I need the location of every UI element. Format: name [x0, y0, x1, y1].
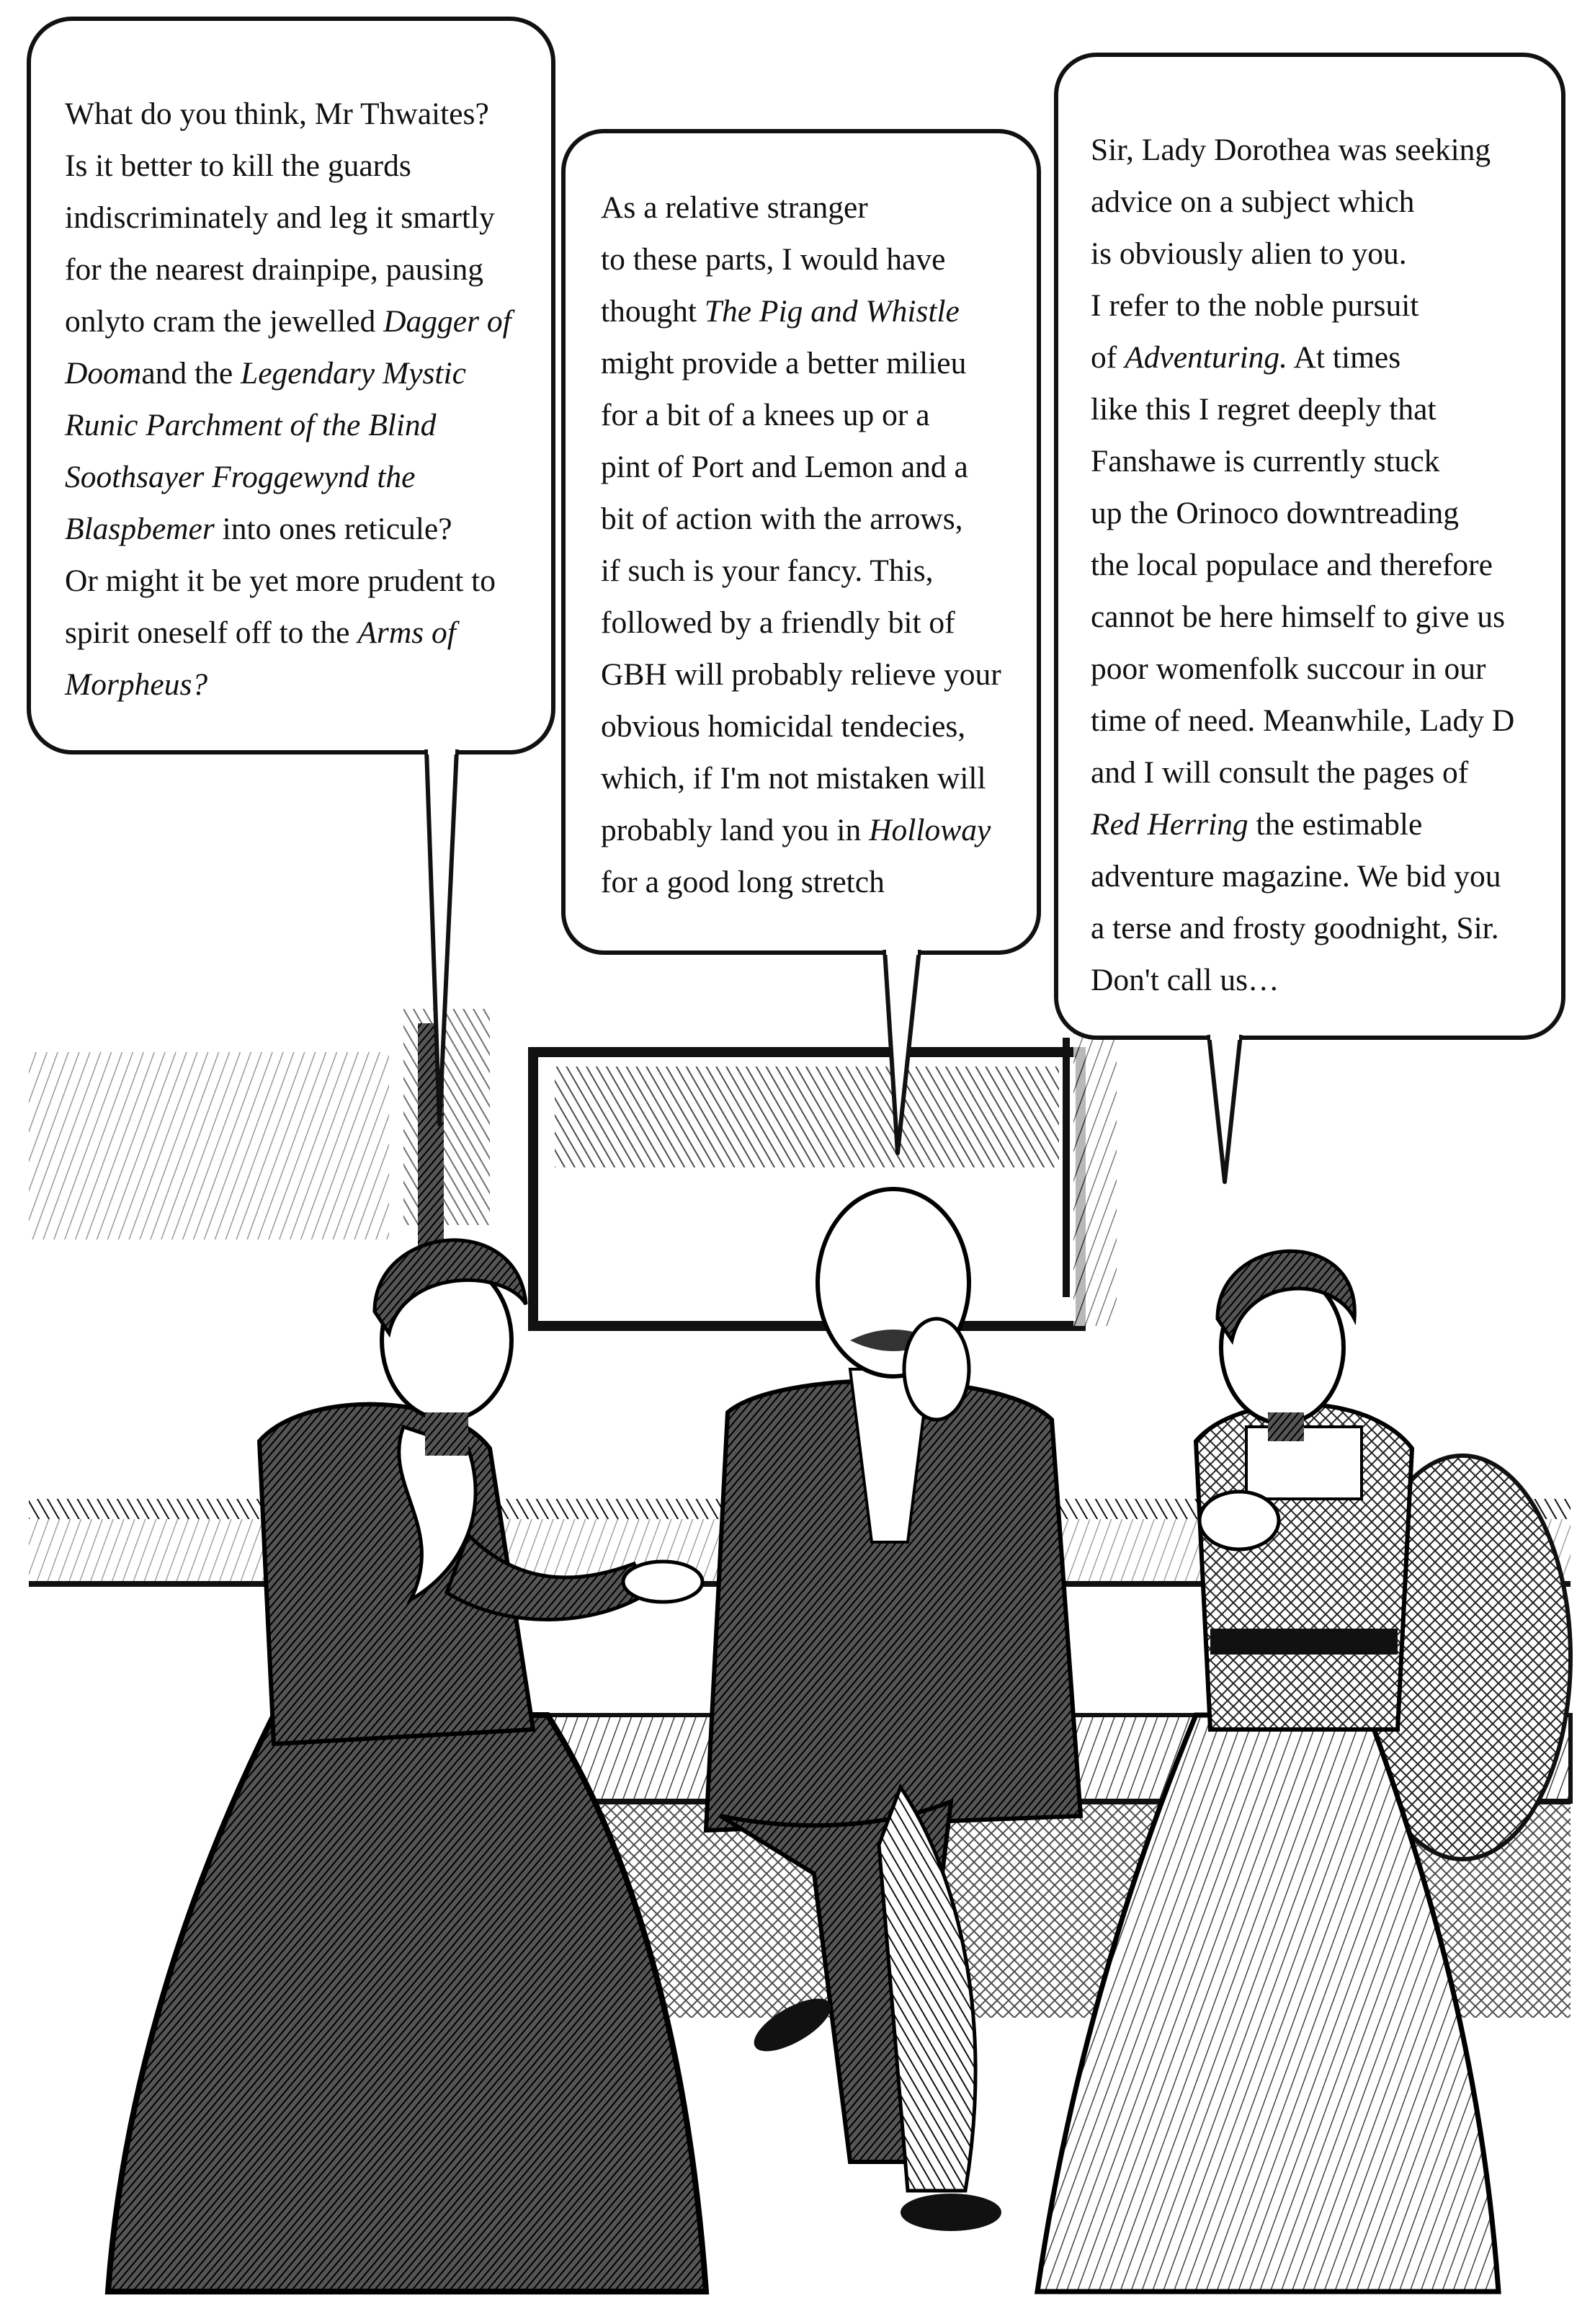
- bubble-text-segment: thought: [601, 294, 705, 329]
- bubble-line: [601, 752, 1001, 804]
- bubble-line: [1091, 902, 1514, 954]
- bubble-text-segment: of: [1091, 340, 1125, 375]
- bubble-text-segment: if such is your fancy. This,: [601, 553, 934, 588]
- bubble-line: [65, 607, 511, 659]
- bubble-line: [601, 285, 1001, 337]
- bubble-line: [601, 337, 1001, 389]
- speech-bubble-center-text: [601, 182, 1001, 908]
- bubble-text-segment: Adventuring.: [1125, 340, 1288, 375]
- bubble-line: [601, 545, 1001, 597]
- bubble-text-segment: At times: [1287, 340, 1401, 375]
- bubble-text-segment: indiscriminately and leg it smartly: [65, 200, 495, 235]
- bubble-line: [1091, 280, 1514, 331]
- bubble-line: [65, 659, 511, 711]
- bubble-text-segment: advice on a subject which: [1091, 184, 1415, 219]
- bubble-text-segment: might provide a better milieu: [601, 346, 967, 380]
- bubble-line: [65, 140, 511, 192]
- bubble-text-segment: and I will consult the pages of: [1091, 755, 1469, 790]
- bubble-line: [1091, 850, 1514, 902]
- bubble-line: [1091, 124, 1514, 176]
- bubble-text-segment: Fanshawe is currently stuck: [1091, 444, 1440, 478]
- bubble-text-segment: and the: [141, 356, 241, 391]
- bubble-text-segment: which, if I'm not mistaken will: [601, 761, 986, 796]
- bubble-line: [1091, 954, 1514, 1006]
- bubble-line: [1091, 591, 1514, 643]
- bubble-line: [65, 399, 511, 451]
- bubble-text-segment: bit of action with the arrows,: [601, 502, 963, 536]
- bubble-line: [601, 233, 1001, 285]
- bubble-text-segment: obvious homicidal tendecies,: [601, 709, 966, 744]
- bubble-line: [65, 347, 511, 399]
- bubble-line: [601, 804, 1001, 856]
- bubble-text-segment: a terse and frosty goodnight, Sir.: [1091, 911, 1499, 945]
- bubble-text-segment: Holloway: [869, 813, 991, 847]
- bubble-line: [1091, 228, 1514, 280]
- bubble-line: [1091, 435, 1514, 487]
- bubble-line: [1091, 643, 1514, 695]
- bubble-text-segment: Sir, Lady Dorothea was seeking: [1091, 133, 1491, 167]
- bubble-text-segment: Is it better to kill the guards: [65, 148, 411, 183]
- bubble-text-segment: for a bit of a knees up or a: [601, 398, 930, 432]
- bubble-line: [1091, 747, 1514, 798]
- bubble-text-segment: Soothsayer Froggewynd the: [65, 460, 416, 494]
- bubble-line: [1091, 383, 1514, 435]
- bubble-line: [1091, 695, 1514, 747]
- bubble-line: [601, 493, 1001, 545]
- bubble-text-segment: time of need. Meanwhile, Lady D: [1091, 703, 1515, 738]
- bubble-text-segment: poor womenfolk succour in our: [1091, 651, 1486, 686]
- bubble-line: [1091, 176, 1514, 228]
- bubble-line: [1091, 539, 1514, 591]
- bubble-line: [1091, 798, 1514, 850]
- bubble-text-segment: Don't call us…: [1091, 963, 1279, 997]
- bubble-text-segment: to these parts, I would have: [601, 242, 946, 277]
- bubble-line: [1091, 331, 1514, 383]
- bubble-text-segment: cannot be here himself to give us: [1091, 600, 1505, 634]
- bubble-text-segment: the estimable: [1248, 807, 1423, 842]
- bubble-line: [601, 649, 1001, 700]
- bubble-text-segment: GBH will probably relieve your: [601, 657, 1001, 692]
- bubble-text-segment: Legendary Mystic: [241, 356, 466, 391]
- bubble-text-segment: pint of Port and Lemon and a: [601, 450, 968, 484]
- bubble-text-segment: Red Herring: [1091, 807, 1248, 842]
- bubble-text-segment: Arms of: [357, 615, 456, 650]
- bubble-text-segment: for the nearest drainpipe, pausing: [65, 252, 484, 287]
- bubble-line: [601, 856, 1001, 908]
- bubble-text-segment: adventure magazine. We bid you: [1091, 859, 1501, 894]
- bubble-text-segment: into ones reticule?: [214, 512, 452, 546]
- bubble-line: [65, 555, 511, 607]
- bubble-line: [601, 700, 1001, 752]
- bubble-text-segment: I refer to the noble pursuit: [1091, 288, 1419, 323]
- elderly-man-figure: [706, 1189, 1081, 2231]
- bubble-line: [65, 192, 511, 244]
- bubble-line: [601, 441, 1001, 493]
- bubble-text-segment: for a good long stretch: [601, 865, 885, 899]
- bubble-text-segment: is obviously alien to you.: [1091, 236, 1407, 271]
- bubble-text-segment: Doom: [65, 356, 142, 391]
- bubble-line: [601, 597, 1001, 649]
- bubble-text-segment: Morpheus?: [65, 667, 208, 702]
- bubble-line: [1091, 487, 1514, 539]
- bubble-text-segment: The Pig and Whistle: [704, 294, 960, 329]
- bubble-line: [601, 182, 1001, 233]
- bubble-line: [65, 295, 511, 347]
- bubble-text-segment: onlyto cram the jewelled: [65, 304, 384, 339]
- bubble-line: [601, 389, 1001, 441]
- bubble-text-segment: followed by a friendly bit of: [601, 605, 955, 640]
- speech-bubble-left-text: [65, 88, 511, 711]
- bubble-line: [65, 451, 511, 503]
- bubble-line: [65, 88, 511, 140]
- bubble-text-segment: like this I regret deeply that: [1091, 392, 1437, 427]
- bubble-text-segment: Blaspbemer: [65, 512, 215, 546]
- bubble-line: [65, 503, 511, 555]
- bubble-text-segment: What do you think, Mr Thwaites?: [65, 97, 489, 131]
- bubble-line: [65, 244, 511, 295]
- bubble-text-segment: probably land you in: [601, 813, 870, 847]
- speech-bubble-right-text: [1091, 124, 1514, 1006]
- bubble-text-segment: the local populace and therefore: [1091, 548, 1493, 582]
- bubble-text-segment: Dagger of: [383, 304, 511, 339]
- bubble-text-segment: up the Orinoco downtreading: [1091, 496, 1459, 530]
- bubble-text-segment: Or might it be yet more prudent to: [65, 564, 496, 598]
- bubble-text-segment: Runic Parchment of the Blind: [65, 408, 437, 442]
- bubble-text-segment: spirit oneself off to the: [65, 615, 358, 650]
- bubble-text-segment: As a relative stranger: [601, 190, 868, 225]
